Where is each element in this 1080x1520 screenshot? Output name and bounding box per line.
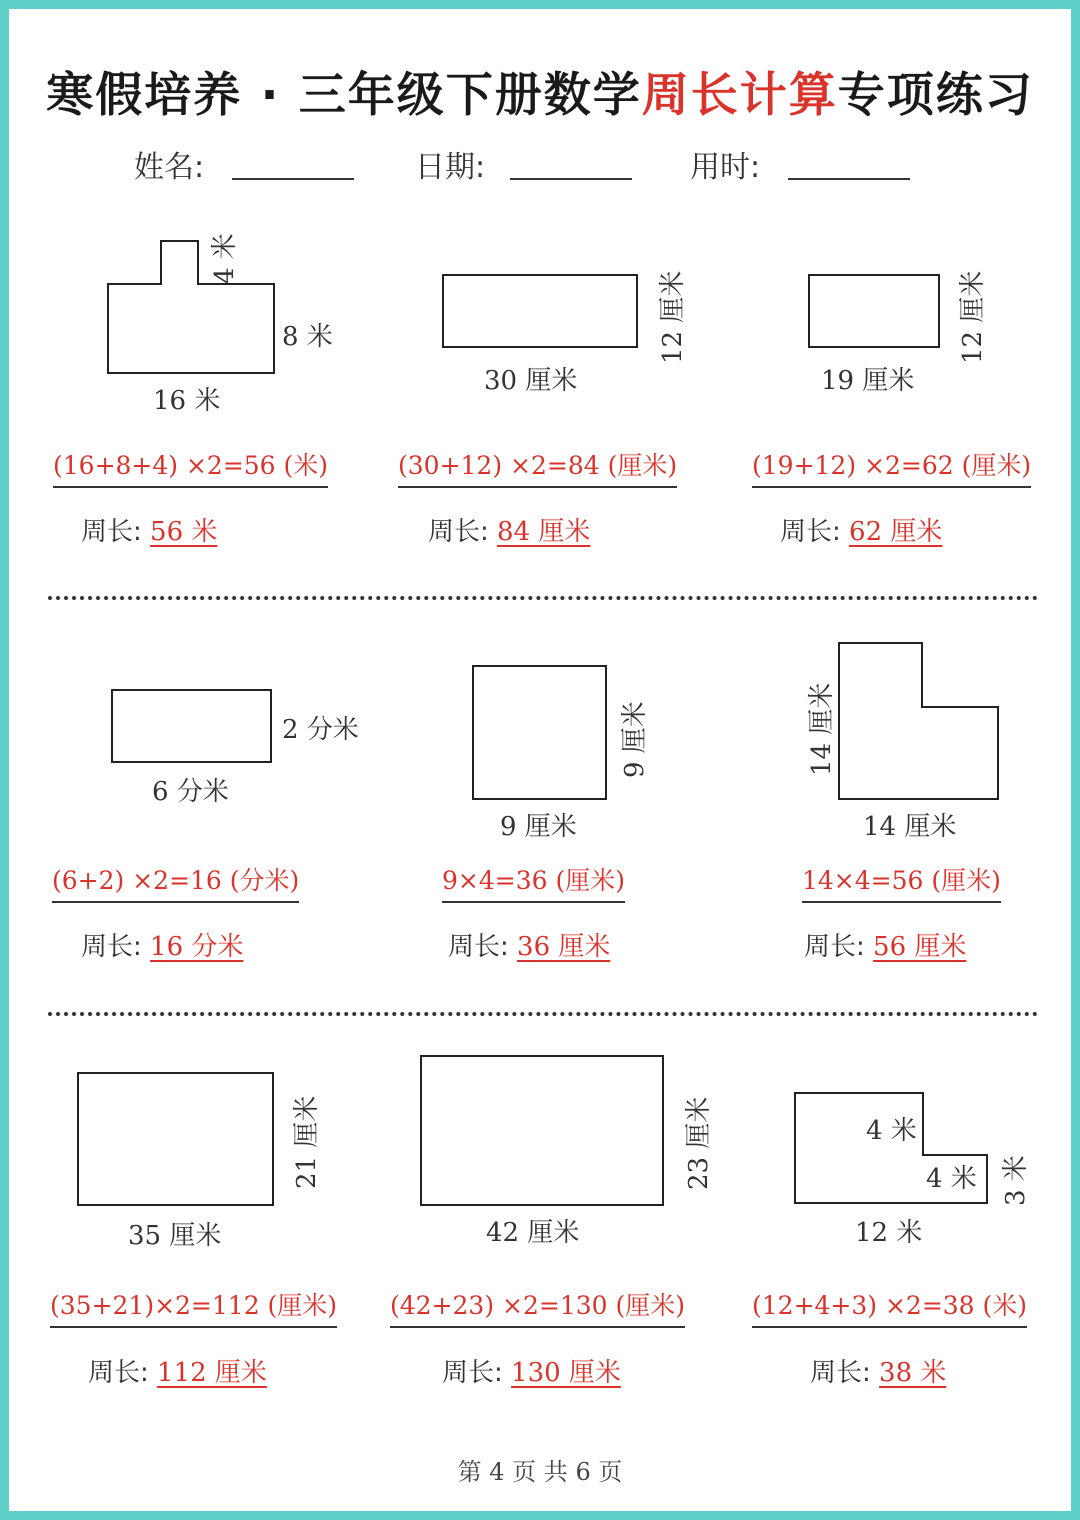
problem-3-answer-prefix: 周长:	[780, 517, 841, 547]
problem-2-width-label: 12 厘米	[658, 270, 688, 364]
problem-8-length-label: 42 厘米	[486, 1218, 580, 1248]
problem-4-answer-value: 16 分米	[150, 932, 244, 962]
problem-1-answer-value: 56 米	[150, 517, 218, 547]
problem-3-width-label: 12 厘米	[958, 270, 988, 364]
problem-6-answer	[804, 926, 966, 963]
problem-1-formula: (16+8+4) ×2=56 (米)	[53, 446, 328, 488]
problem-2-answer	[428, 511, 590, 548]
page-number: 第 4 页 共 6 页	[457, 1458, 623, 1486]
problem-9-answer-value: 38 米	[879, 1358, 947, 1388]
problem-4-formula: (6+2) ×2=16 (分米)	[52, 861, 299, 903]
shape-8-rectangle	[421, 1056, 663, 1205]
problem-4-length-label: 6 分米	[152, 777, 229, 807]
problem-9-answer	[810, 1352, 946, 1389]
problem-3-formula: (19+12) ×2=62 (厘米)	[752, 446, 1031, 488]
problem-6-formula: 14×4=56 (厘米)	[802, 861, 1001, 903]
problem-9-upper-label: 4 米	[866, 1116, 917, 1146]
problem-7-answer-prefix: 周长:	[88, 1358, 149, 1388]
problem-4-answer	[81, 926, 243, 963]
problem-3-length-label: 19 厘米	[821, 366, 915, 396]
shape-5-square	[473, 666, 606, 799]
problem-9-formula: (12+4+3) ×2=38 (米)	[752, 1286, 1027, 1328]
problem-7-width-label: 21 厘米	[292, 1095, 322, 1189]
problem-1-answer-prefix: 周长:	[81, 517, 142, 547]
problem-7-answer	[88, 1352, 267, 1389]
date-label: 日期:	[415, 150, 486, 185]
problem-2-length-label: 30 厘米	[484, 366, 578, 396]
problem-8-width-label: 23 厘米	[684, 1096, 714, 1190]
problem-9-base-label: 12 米	[855, 1218, 923, 1248]
name-label: 姓名:	[134, 150, 205, 185]
problem-5-side-label: 9 厘米	[620, 701, 650, 778]
problem-2-answer-prefix: 周长:	[428, 517, 489, 547]
shape-2-rectangle	[443, 275, 637, 347]
problem-6-answer-value: 56 厘米	[873, 932, 967, 962]
problem-7-formula: (35+21)×2=112 (厘米)	[50, 1286, 337, 1328]
shape-4-rectangle	[112, 690, 271, 762]
problem-8-answer	[442, 1352, 621, 1389]
problem-3-answer	[780, 511, 942, 548]
problem-7-answer-value: 112 厘米	[157, 1358, 267, 1388]
problem-2-answer-value: 84 厘米	[497, 517, 591, 547]
problem-9-answer-prefix: 周长:	[810, 1358, 871, 1388]
problem-5-answer-prefix: 周长:	[448, 932, 509, 962]
shape-7-rectangle	[78, 1073, 273, 1205]
title-part2: 专项练习	[837, 68, 1034, 123]
section-divider-2	[48, 1012, 1038, 1016]
problem-1-width-label: 8 米	[282, 322, 333, 352]
problem-1-side-label: 4 米	[210, 233, 240, 284]
shape-1-figure	[108, 241, 274, 373]
problem-5-base-label: 9 厘米	[500, 812, 577, 842]
shape-3-rectangle	[809, 275, 939, 347]
problem-7-length-label: 35 厘米	[128, 1221, 222, 1251]
problem-8-answer-value: 130 厘米	[511, 1358, 621, 1388]
problem-4-answer-prefix: 周长:	[81, 932, 142, 962]
problem-5-answer	[448, 926, 610, 963]
problem-8-answer-prefix: 周长:	[442, 1358, 503, 1388]
shape-6-figure	[839, 643, 998, 799]
problem-8-formula: (42+23) ×2=130 (厘米)	[390, 1286, 685, 1328]
problem-9-height-label: 3 米	[1001, 1155, 1031, 1206]
problem-5-answer-value: 36 厘米	[517, 932, 611, 962]
problem-6-base-label: 14 厘米	[863, 812, 957, 842]
problem-3-answer-value: 62 厘米	[849, 517, 943, 547]
problem-9-step-label: 4 米	[926, 1164, 977, 1194]
problem-1-length-label: 16 米	[153, 386, 221, 416]
problem-1-answer	[81, 511, 217, 548]
title-highlight: 周长计算	[641, 68, 838, 123]
problem-5-formula: 9×4=36 (厘米)	[442, 861, 625, 903]
problem-2-formula: (30+12) ×2=84 (厘米)	[398, 446, 677, 488]
problem-4-width-label: 2 分米	[282, 715, 359, 745]
section-divider-1	[48, 596, 1038, 600]
problem-6-side-label: 14 厘米	[807, 682, 837, 776]
title-part1: 寒假培养 · 三年级下册数学	[46, 68, 642, 123]
time-label: 用时:	[690, 150, 761, 185]
problem-6-answer-prefix: 周长:	[804, 932, 865, 962]
